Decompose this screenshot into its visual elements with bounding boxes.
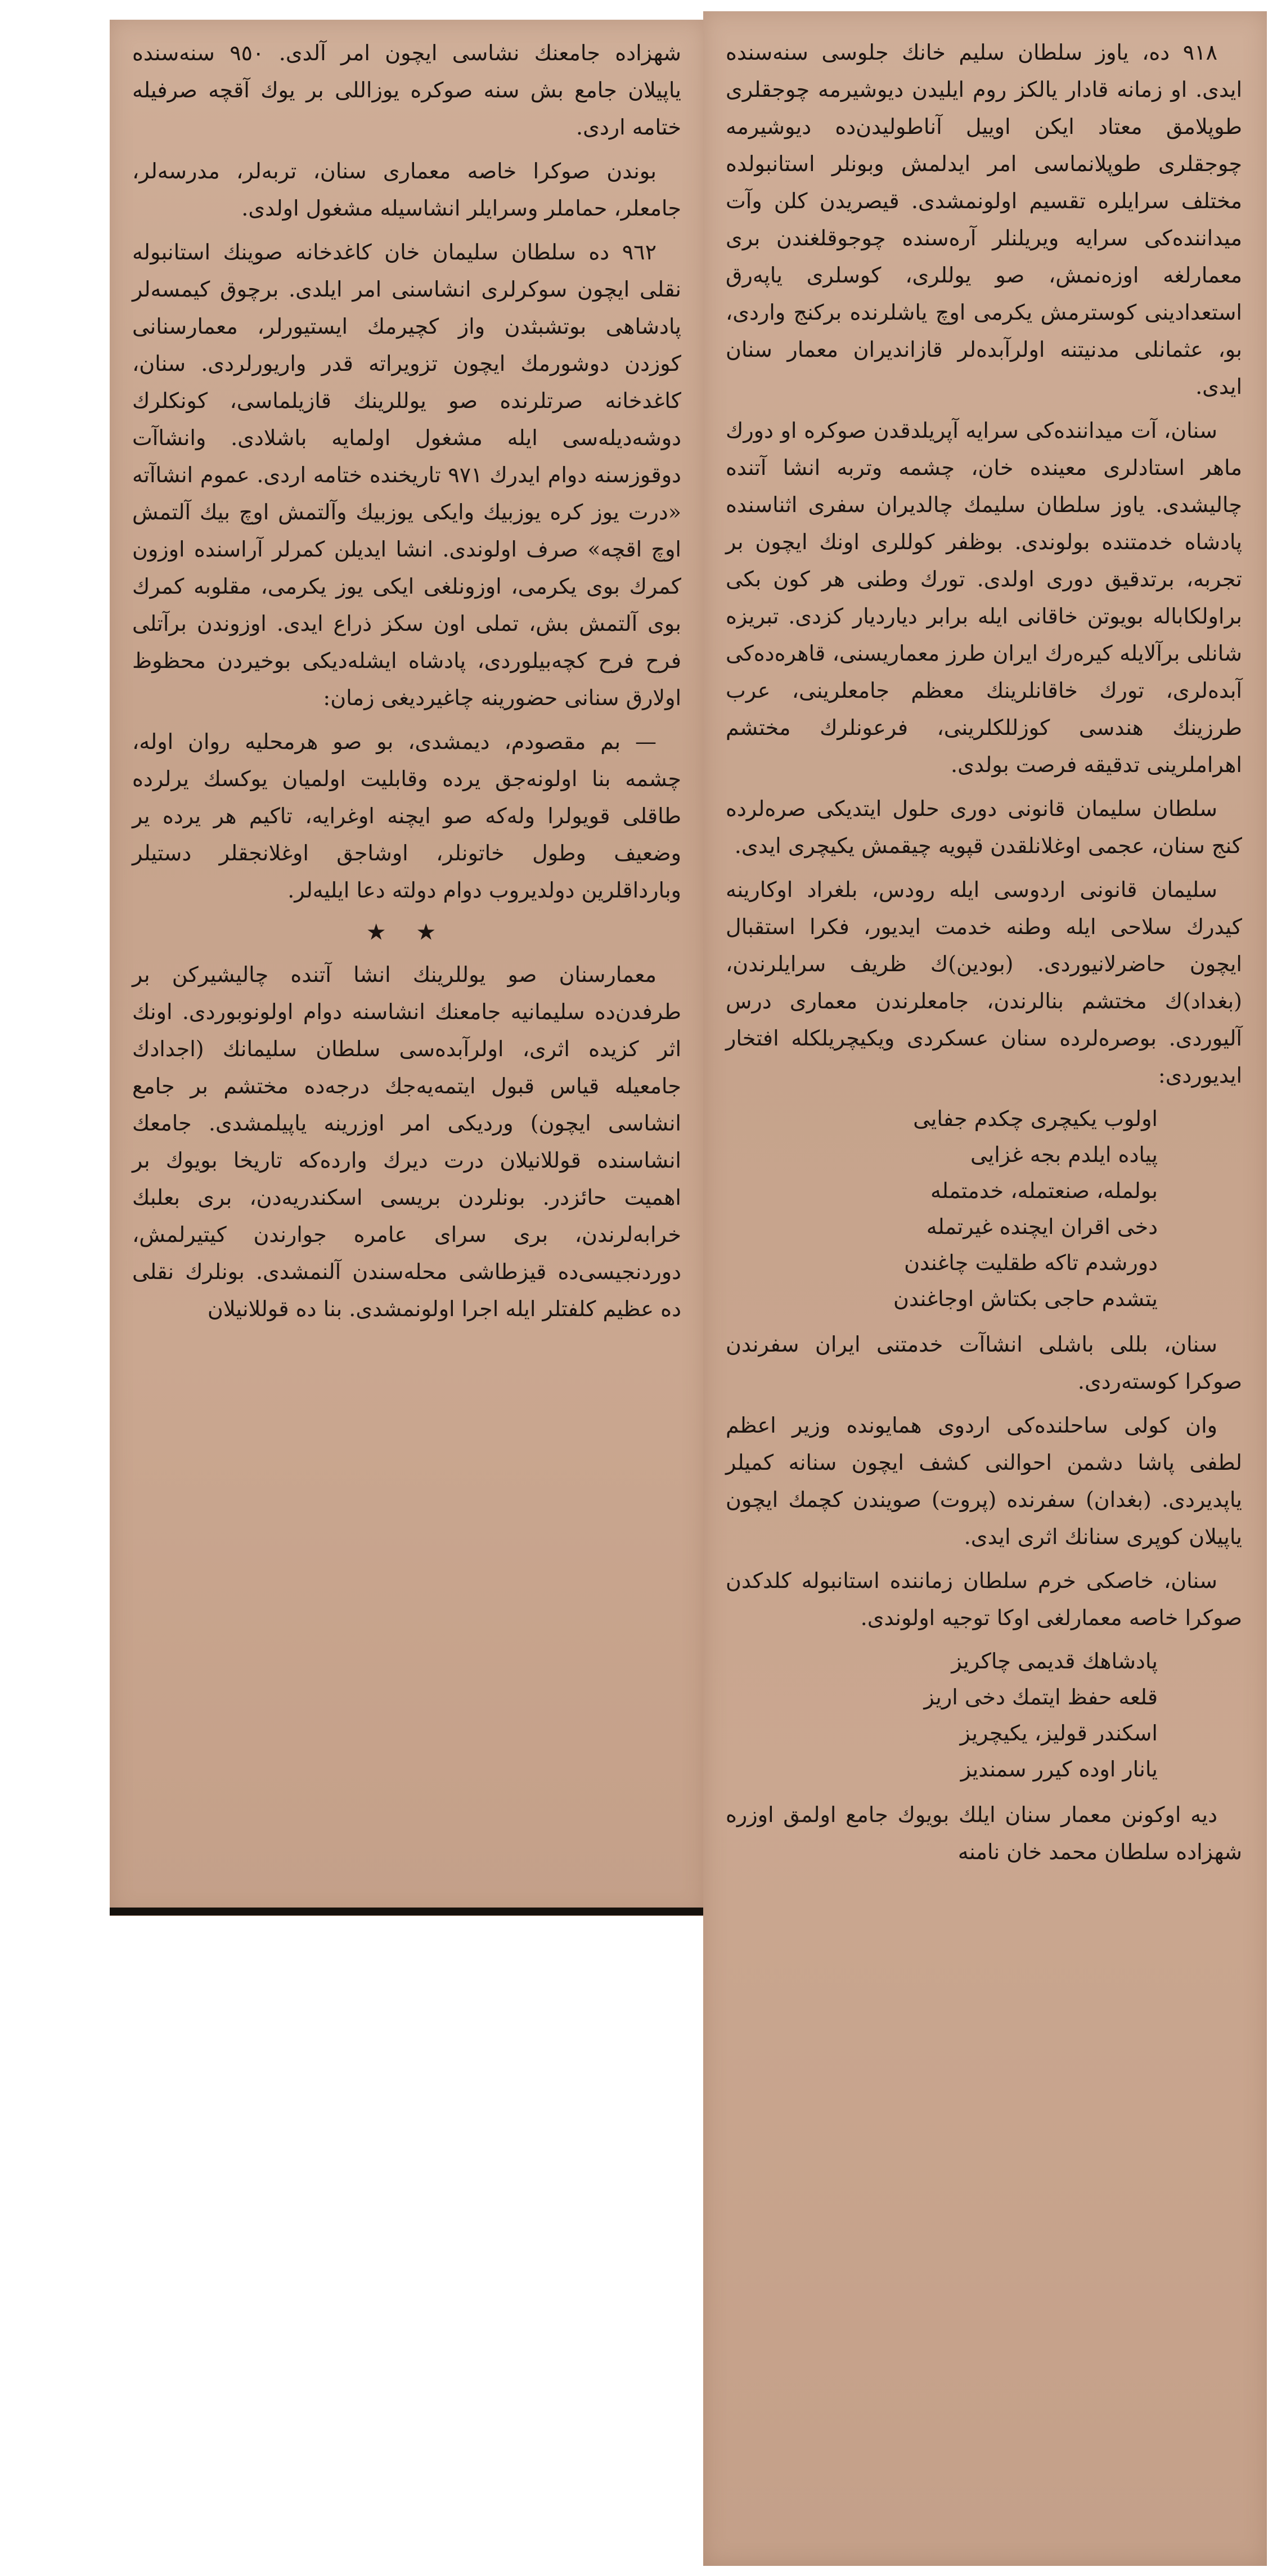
newspaper-clipping-right <box>703 11 1267 2566</box>
right-paragraph-1: ٩١٨ ده، یاوز سلطان سلیم خانك جلوسی سنه‌سنده ایدی. او زمانه قادار یالکز روم ایلیدن دیوشیرمه چوجقلری طوپلامق معتاد ایكن اوییل آناطولیدن‌ده دیوشیرمه چوجقلری طوپلانماسی امر ایدلمش وبونلر استانبولده مختلف سرایلره تقسیم اولونمشدی. قیصریدن کلن وآت میداننده‌کی سرایه ویریلنلر آره‌سنده چوجوقلغندن بری معمارلغه اوزه‌نمش، صو یوللری، کوسلری یاپه‌رق استعدادینی کوسترمش یکرمی اوچ یاشلرنده برکنج واردی، بو، عثمانلی مدنیتنه اولرآبده‌لر قازاندیران معمار سنان ایدی. <box>726 40 1242 399</box>
poem-line: اسکندر قولیز، یکیچریز <box>960 1721 1158 1745</box>
poem-line: یتشدم حاجی بكتاش اوجاغندن <box>893 1286 1158 1311</box>
poem-line: پیاده ایلدم بجه غزایی <box>970 1142 1158 1167</box>
column-end-rule <box>110 1908 706 1915</box>
right-paragraph-6: وان کولی ساحلنده‌کی اردوی همایونده وزیر اعظم لطفی پاشا دشمن احوالنی کشف ایچون سنانه کمیلر یاپدیردی. (بغدان) سفرنده (پروت) صویندن کچمك ایچون یاپیلان کوپری سنانك اثری ایدی. <box>726 1413 1242 1549</box>
right-paragraph-final: دیه اوکونن معمار سنان ایلك بویوك جامع اولمق اوزره شهزاده سلطان محمد خان نامنه <box>726 1802 1242 1864</box>
newspaper-clipping-left <box>110 20 706 1916</box>
left-paragraph-5: معمارسنان صو یوللرینك انشا آتنده چالیشیركن بر طرفدن‌ده سلیمانیه جامعنك انشاسنه دوام اولونوبوردی. اونك اثر كزیده اثری، اولرآبده‌سی سلطان سلیمانك (اجدادك جامعیله قیاس قبول ایتمه‌یه‌جك درجه‌ده مختشم بر جامع انشاسی ایچون) وردیكی امر اوزرینه یاپیلمشدی. جامعك انشاسنده قوللانیلان درت دیرك وارده‌که تاریخا بویوك بر اهمیت حائزدر. بونلردن بریسی اسكندریه‌دن، بری بعلبك خرابه‌لرندن، بری سرای عامره جوارندن کیتیرلمش، دوردنجیسی‌ده قیزطاشی محله‌سندن آلنمشدی. بونلرك نقلی ده عظیم کلفتلر ایله اجرا اولونمشدی. بنا ده قوللانیلان <box>132 962 681 1321</box>
right-paragraph-4: سلیمان قانونی اردوسی ایله رودس، بلغراد اوكارینه کیدرك سلاحی ایله وطنه خدمت ایدیور، فكرا استقبال ایچون حاضرلانیوردی. (بودین)ك ظریف سرایلرندن، (بغداد)ك مختشم بنالرندن، جامعلرندن معماری درس آلیوردی. بوصره‌لرده سنان عسكردی ویکیچریلکله افتخار ایدیوردی: <box>726 877 1242 1088</box>
poem-line: بولمله، صنعتمله، خدمتمله <box>930 1178 1158 1203</box>
star-divider: ★ ★ <box>366 919 448 945</box>
right-paragraph-3: سلطان سلیمان قانونی دوری حلول ایتدیکی صره‌لرده کنج سنان، عجمی اوغلانلقدن قپویه چیقمش یکیچری ایدی. <box>726 796 1242 858</box>
poem-line: یانار اوده کیرر سمندیز <box>960 1757 1158 1781</box>
left-paragraph-4: — بم مقصودم، دیمشدی، بو صو هرمحلیه روان اوله، چشمه بنا اولونه‌جق یرده وقابلیت اولمیان یوکسك یرلرده طاقلی قویولرا وله‌که صو ایچنه اوغرایه، تاکیم هر یرده یر وضعیف وطول خاتونلر، اوشاجق اوغلانجقلر دستیلر وبارداقلرین دولدیروب دوام دولته دعا ایلیه‌لر. <box>132 729 681 903</box>
left-column <box>110 20 706 1916</box>
left-paragraph-1: شهزاده جامعنك نشاسی ایچون امر آلدی. ٩٥٠ سنه‌سنده یاپیلان جامع بش سنه صوكره یوزاللی بر یوك آقچه صرفیله ختامه اردی. <box>132 41 681 140</box>
poem-line: اولوب یکیچری چکدم جفایی <box>913 1106 1158 1131</box>
poem-verses-2 <box>759 1643 1158 1787</box>
right-paragraph-5: سنان، بللی باشلی انشاآت خدمتنی ایران سفرندن صوكرا کوسته‌ردی. <box>726 1332 1242 1394</box>
poem-line: پادشاهك قدیمی چاکریز <box>951 1649 1158 1673</box>
poem-line: دورشدم تاکه طقلیت چاغندن <box>904 1250 1158 1275</box>
right-paragraph-2: سنان، آت میداننده‌کی سرایه آپریلدقدن صوكره او دورك ماهر استادلری معینده خان، چشمه وتربه انشا آتنده چالیشدی. یاوز سلطان سلیمك چالدیران سفری اثناسنده پادشاه خدمتنده بولوندی. بوظفر کوللری اونك ایچون بر تجربه، برتدقیق دوری اولدی. تورك وطنی هر کون بکی براولکاباله بویوتن خاقانی ایله برابر دیاردیار کزدی. تبریزه شانلی برآلایله کیره‌رك ایران طرز معماریسنی، قاهره‌ده‌کی آبده‌لری، تورك خاقانلرینك معظم جامعلرینی، عرب طرزینك هندسی کوزللكلرینی، فرعونلرك مختشم اهراملرینی تدقیقه فرصت بولدی. <box>726 418 1242 777</box>
poem-verses-1 <box>759 1101 1158 1317</box>
right-column <box>703 11 1267 2566</box>
poem-line: قلعه حفظ ایتمك دخی اریز <box>924 1685 1158 1709</box>
left-paragraph-2: بوندن صوكرا خاصه معماری سنان، تربه‌لر، مدرسه‌لر، جامعلر، حماملر وسرایلر انشاسیله مشغول اولدی. <box>132 159 681 221</box>
left-paragraph-3: ٩٦٢ ده سلطان سلیمان خان کاغدخانه صوینك استانبوله نقلی ایچون سوكرلری انشاسنی امر ایلدی. برچوق کیمسه‌لر پادشاهی بوتشبثدن واز کچیرمك ایستیورلر، معمارسنانی کوزدن دوشورمك ایچون تزویراته قدر واریورلردی. سنان، كاغدخانه صرتلرنده صو یوللرینك قازیلماسی، کونکلرك دوشه‌دیله‌سی ایله مشغول اولمایه باشلادی. وانشاآت دوقوزسنه دوام ایدرك ٩٧١ تاریخنده ختامه اردی. عموم انشاآته «درت یوز کره یوزبیك وایکی یوزبیك وآلتمش اوچ بیك آلتمش اوچ اقچه» صرف اولوندی. انشا ایدیلن کمرلر آراسنده اوزون کمرك بوی یکرمی، اوزونلغی ایکی یوز یکرمی، مقلوبه کمرك بوی آلتمش بش، تملی اون سکز ذراع ایدی. اوزوندن برآتلی فرح فرح کچه‌بیلوردی، پادشاه ایشله‌دیکی بوخیردن محظوظ اولارق سنانی حضورینه چاغیردیغی زمان: <box>132 240 681 710</box>
poem-line: دخی اقران ایچنده غیرتمله <box>926 1214 1158 1239</box>
right-paragraph-7: سنان، خاصكی خرم سلطان زماننده استانبوله كلدكدن صوكرا خاصه معمارلغی اوکا توجیه اولوندی. <box>726 1568 1242 1630</box>
